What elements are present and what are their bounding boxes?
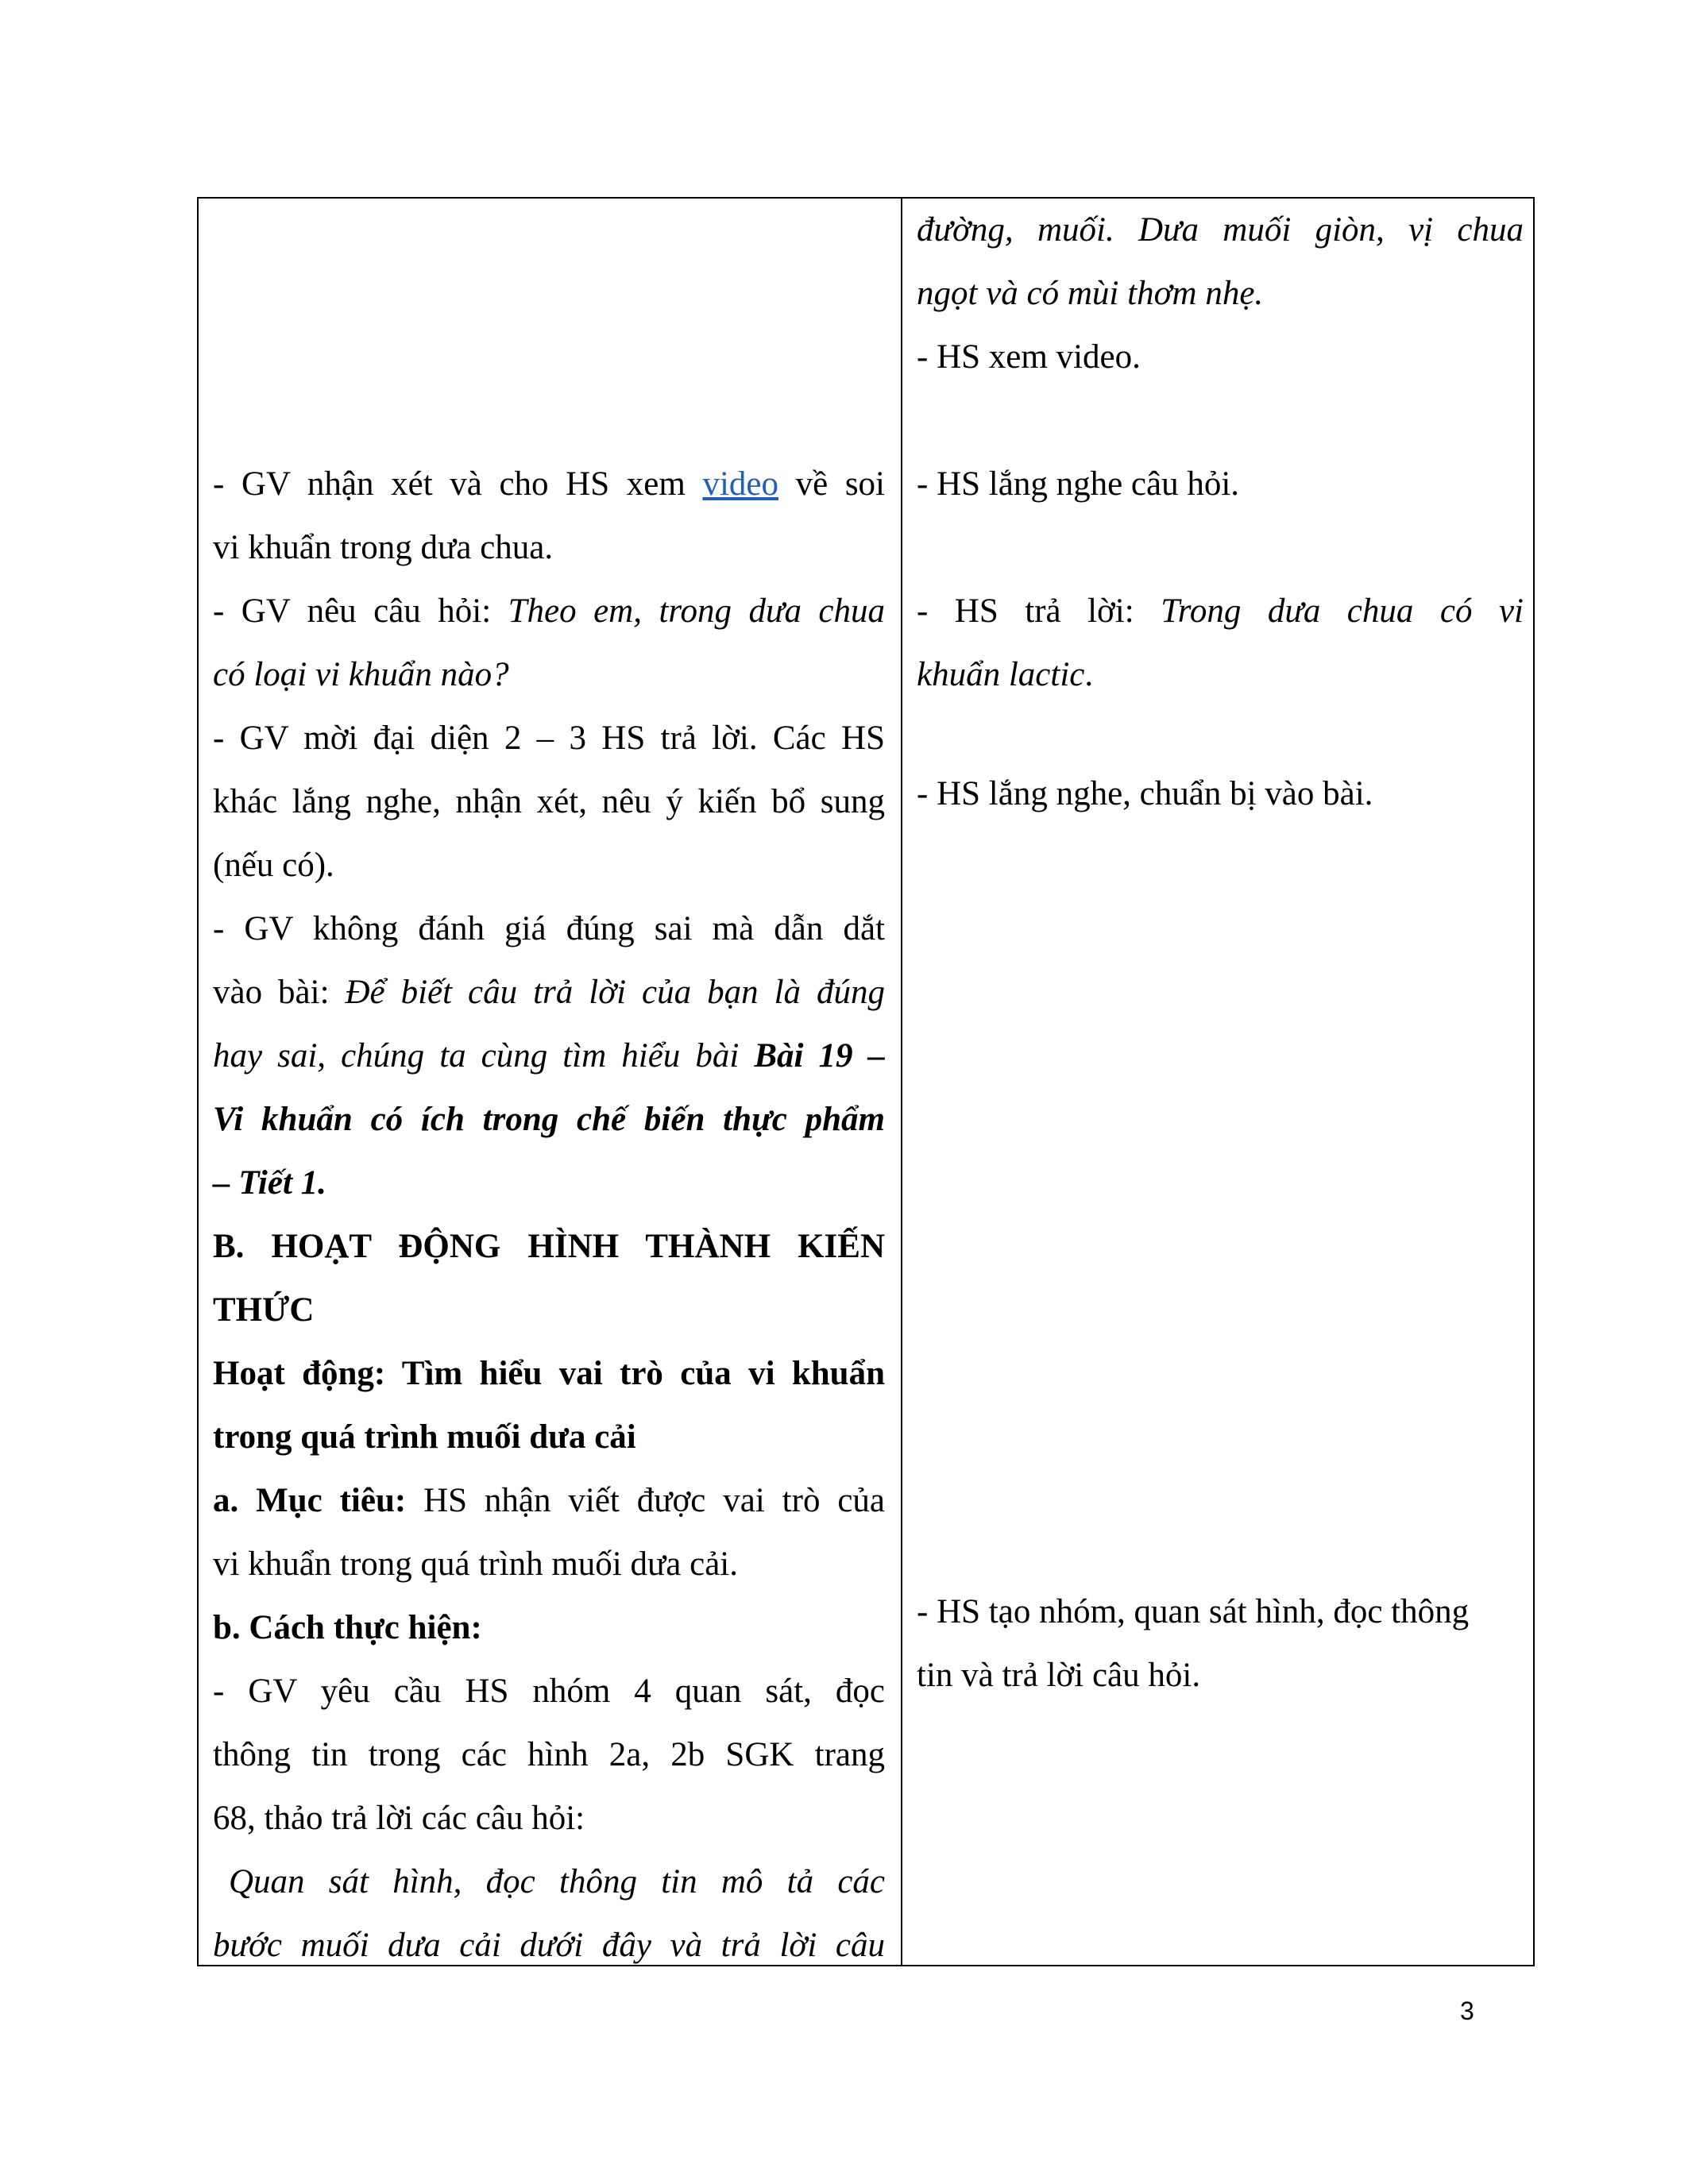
right-line-2: ngọt và có mùi thơm nhẹ. <box>917 275 1264 312</box>
left-line-17 <box>213 1469 885 1533</box>
right-line-5 <box>917 580 1524 643</box>
right-line-5-answer: Trong dưa chua có vi <box>1161 592 1524 630</box>
left-line-24: bước muối dưa cải dưới đây và trả lời câu <box>213 1927 885 1964</box>
left-line-1-a: - GV nhận xét và cho HS xem <box>213 465 703 503</box>
left-line-23: Quan sát hình, đọc thông tin mô tả các <box>229 1863 885 1900</box>
left-line-20: - GV yêu cầu HS nhóm 4 quan sát, đọc <box>213 1673 885 1710</box>
left-line-3-question: Theo em, trong dưa chua <box>508 592 885 630</box>
right-line-6-dot: . <box>1084 656 1094 693</box>
right-line-3: - HS xem video. <box>917 338 1141 376</box>
objective-text: HS nhận viết được vai trò của <box>406 1482 885 1519</box>
left-line-1-b: về soi <box>778 465 885 503</box>
left-line-1 <box>213 453 885 516</box>
right-line-6-answer: khuẩn lactic <box>917 656 1085 693</box>
lesson-table <box>197 197 1535 1966</box>
left-line-18: vi khuẩn trong quá trình muối dưa cải. <box>213 1545 738 1583</box>
left-line-6: khác lắng nghe, nhận xét, nêu ý kiến bổ sung <box>213 783 885 820</box>
left-line-5: - GV mời đại diện 2 – 3 HS trả lời. Các HS <box>213 720 885 757</box>
left-line-7: (nếu có). <box>213 847 334 884</box>
left-line-9-a: vào bài: <box>213 974 346 1011</box>
activity-heading: Hoạt động: Tìm hiểu vai trò của vi khuẩn <box>213 1355 885 1392</box>
left-line-3 <box>213 580 885 643</box>
right-line-8: - HS tạo nhóm, quan sát hình, đọc thông <box>917 1593 1470 1630</box>
section-heading-b: B. HOẠT ĐỘNG HÌNH THÀNH KIẾN <box>213 1228 885 1265</box>
right-line-6 <box>917 643 1524 707</box>
left-line-10 <box>213 1024 885 1088</box>
left-line-12: – Tiết 1. <box>213 1164 326 1202</box>
left-line-9 <box>213 961 885 1024</box>
left-line-8: - GV không đánh giá đúng sai mà dẫn dắt <box>213 910 885 947</box>
left-line-2: vi khuẩn trong dưa chua. <box>213 529 554 566</box>
left-line-10-a: hay sai, chúng ta cùng tìm hiểu bài <box>213 1037 755 1075</box>
lesson-title-start: Bài 19 – <box>754 1037 885 1075</box>
left-line-4: có loại vi khuẩn nào? <box>213 656 509 693</box>
objective-label: a. Mục tiêu: <box>213 1482 407 1519</box>
left-line-22: 68, thảo trả lời các câu hỏi: <box>213 1800 585 1837</box>
page-number: 3 <box>1460 1997 1474 2025</box>
left-line-21: thông tin trong các hình 2a, 2b SGK trang <box>213 1736 885 1773</box>
right-line-5-prefix: - HS trả lời: <box>917 592 1161 630</box>
left-line-3-a: - GV nêu câu hỏi: <box>213 592 508 630</box>
left-line-11: Vi khuẩn có ích trong chế biến thực phẩm <box>213 1101 885 1138</box>
column-divider <box>901 199 902 1965</box>
video-link[interactable]: video <box>702 465 778 503</box>
right-line-7: - HS lắng nghe, chuẩn bị vào bài. <box>917 775 1373 812</box>
section-heading-b-cont: THỨC <box>213 1291 315 1329</box>
method-label: b. Cách thực hiện: <box>213 1609 482 1646</box>
right-line-4: - HS lắng nghe câu hỏi. <box>917 465 1240 503</box>
right-line-1: đường, muối. Dưa muối giòn, vị chua <box>917 211 1524 249</box>
left-line-9-b: Để biết câu trả lời của bạn là đúng <box>345 974 885 1011</box>
activity-heading-cont: trong quá trình muối dưa cải <box>213 1418 636 1456</box>
right-line-9: tin và trả lời câu hỏi. <box>917 1657 1201 1694</box>
